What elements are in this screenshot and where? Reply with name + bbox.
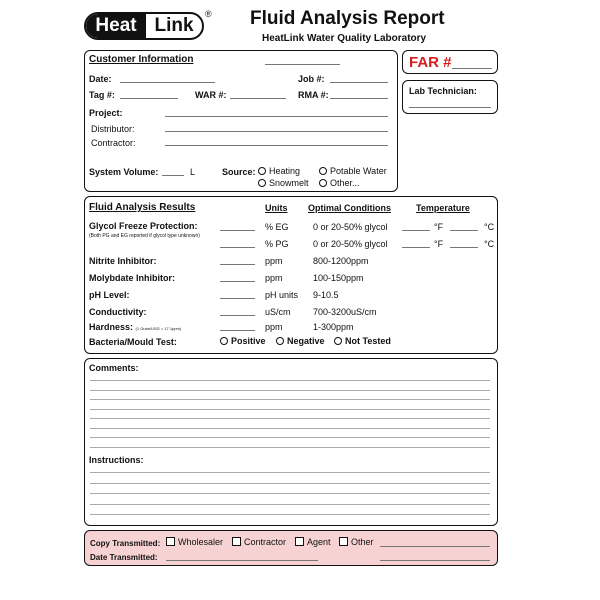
bacteria-option-positive[interactable] (220, 336, 266, 347)
glycol-label: Glycol Freeze Protection: (89, 221, 198, 231)
copy-option-label: Other (351, 537, 374, 547)
optimal-conditions-column-header: Optimal Conditions (308, 203, 391, 213)
nitrite-label: Nitrite Inhibitor: (89, 256, 157, 266)
comments-label: Comments: (89, 363, 139, 373)
nitrite-optimal: 800-1200ppm (313, 256, 369, 266)
far-field[interactable] (452, 68, 492, 69)
nitrite-value-field[interactable] (220, 264, 255, 265)
customer-information-heading: Customer Information (89, 54, 194, 65)
ruled-line[interactable] (90, 418, 490, 419)
hardness-value-field[interactable] (220, 330, 255, 331)
radio-button-icon (258, 167, 266, 175)
rma-label: RMA #: (298, 90, 329, 100)
eg-temp-c-unit: °C (484, 222, 495, 232)
logo-link-text: Link (154, 15, 194, 36)
lab-technician-label: Lab Technician: (409, 86, 477, 96)
checkbox-icon (232, 537, 241, 546)
ruled-line[interactable] (90, 428, 490, 429)
eg-unit: % EG (265, 222, 289, 232)
source-option-label: Other... (330, 178, 360, 188)
conductivity-optimal: 700-3200uS/cm (313, 307, 377, 317)
date-transmitted-field[interactable] (166, 560, 318, 561)
eg-temp-c-field[interactable] (450, 230, 478, 231)
report-subtitle: HeatLink Water Quality Laboratory (262, 33, 427, 44)
system-volume-label: System Volume: (89, 167, 159, 177)
source-label: Source: (222, 167, 256, 177)
source-option-other[interactable] (319, 178, 360, 189)
radio-button-icon (220, 337, 228, 345)
contractor-field[interactable] (165, 145, 388, 146)
temperature-column-header: Temperature (416, 203, 470, 213)
hardness-note: (1 Grain/USG = 17.1ppm) (135, 326, 182, 331)
conductivity-label: Conductivity: (89, 307, 147, 317)
source-option-heating[interactable] (258, 166, 300, 177)
conductivity-unit: uS/cm (265, 307, 291, 317)
eg-optimal: 0 or 20-50% glycol (313, 222, 388, 232)
ruled-line[interactable] (90, 437, 490, 438)
checkbox-icon (339, 537, 348, 546)
date-transmitted-label: Date Transmitted: (90, 553, 158, 562)
pg-optimal: 0 or 20-50% glycol (313, 239, 388, 249)
ruled-line[interactable] (90, 399, 490, 400)
checkbox-icon (295, 537, 304, 546)
copy-option-agent[interactable] (295, 537, 331, 548)
lab-technician-field[interactable] (409, 107, 491, 108)
copy-option-label: Agent (307, 537, 331, 547)
hardness-label-text: Hardness: (89, 322, 134, 332)
ruled-line[interactable] (90, 504, 490, 505)
bacteria-option-label: Not Tested (345, 336, 391, 346)
pg-temp-f-unit: °F (434, 239, 444, 249)
system-volume-field[interactable] (162, 175, 184, 176)
far-label: FAR # (409, 54, 452, 71)
instructions-label: Instructions: (89, 455, 144, 465)
radio-button-icon (319, 167, 327, 175)
report-title: Fluid Analysis Report (250, 8, 445, 29)
job-label: Job #: (298, 74, 325, 84)
molybdate-label: Molybdate Inhibitor: (89, 273, 175, 283)
ruled-line[interactable] (90, 409, 490, 410)
ruled-line[interactable] (90, 493, 490, 494)
ph-value-field[interactable] (220, 298, 255, 299)
ruled-line[interactable] (90, 472, 490, 473)
distributor-label: Distributor: (91, 124, 135, 134)
molybdate-optimal: 100-150ppm (313, 273, 364, 283)
glycol-note: (Both PG and EG reported if glycol type unknown) (89, 233, 200, 239)
bacteria-label: Bacteria/Mould Test: (89, 337, 177, 347)
conductivity-value-field[interactable] (220, 315, 255, 316)
pg-temp-f-field[interactable] (402, 247, 430, 248)
source-option-potable-water[interactable] (319, 166, 387, 177)
comments-section (84, 358, 498, 526)
nitrite-unit: ppm (265, 256, 283, 266)
bacteria-option-negative[interactable] (276, 336, 325, 347)
ruled-line[interactable] (90, 380, 490, 381)
war-field[interactable] (230, 98, 286, 99)
checkbox-icon (166, 537, 175, 546)
war-label: WAR #: (195, 90, 227, 100)
source-option-snowmelt[interactable] (258, 178, 309, 189)
date-field[interactable] (120, 82, 215, 83)
molybdate-value-field[interactable] (220, 281, 255, 282)
copy-transmitted-label: Copy Transmitted: (90, 539, 161, 548)
pg-temp-c-field[interactable] (450, 247, 478, 248)
hardness-optimal: 1-300ppm (313, 322, 354, 332)
pg-value-field[interactable] (220, 247, 255, 248)
eg-temp-f-field[interactable] (402, 230, 430, 231)
eg-temp-f-unit: °F (434, 222, 444, 232)
copy-other-field[interactable] (380, 546, 490, 547)
radio-button-icon (334, 337, 342, 345)
hardness-label (89, 322, 181, 334)
source-option-label: Heating (269, 166, 301, 176)
logo-heat-text: Heat (86, 14, 146, 38)
contractor-label: Contractor: (91, 138, 136, 148)
bacteria-option-label: Positive (231, 336, 266, 346)
molybdate-unit: ppm (265, 273, 283, 283)
copy-option-contractor[interactable] (232, 537, 286, 548)
tag-label: Tag #: (89, 90, 115, 100)
ph-label: pH Level: (89, 290, 130, 300)
header-line (265, 64, 340, 65)
job-field[interactable] (330, 82, 388, 83)
date-transmitted-extra-field[interactable] (380, 560, 490, 561)
hardness-unit: ppm (265, 322, 283, 332)
copy-option-wholesaler[interactable] (166, 537, 223, 548)
source-option-label: Snowmelt (269, 178, 309, 188)
rma-field[interactable] (330, 98, 388, 99)
ruled-line[interactable] (90, 483, 490, 484)
radio-button-icon (319, 179, 327, 187)
fluid-analysis-results-heading: Fluid Analysis Results (89, 202, 196, 213)
tag-field[interactable] (120, 98, 178, 99)
date-label: Date: (89, 74, 112, 84)
pg-unit: % PG (265, 239, 289, 249)
ruled-line[interactable] (90, 447, 490, 448)
radio-button-icon (276, 337, 284, 345)
project-label: Project: (89, 108, 123, 118)
ruled-line[interactable] (90, 514, 490, 515)
eg-value-field[interactable] (220, 230, 255, 231)
bacteria-option-not-tested[interactable] (334, 336, 391, 347)
copy-option-label: Contractor (244, 537, 287, 547)
copy-option-other[interactable] (339, 537, 374, 548)
registered-mark: ® (205, 9, 212, 19)
bacteria-option-label: Negative (287, 336, 325, 346)
pg-temp-c-unit: °C (484, 239, 495, 249)
source-option-label: Potable Water (330, 166, 387, 176)
ruled-line[interactable] (90, 390, 490, 391)
heatlink-logo (84, 12, 204, 40)
copy-option-label: Wholesaler (178, 537, 224, 547)
volume-unit: L (190, 167, 196, 177)
distributor-field[interactable] (165, 131, 388, 132)
project-field[interactable] (165, 116, 388, 117)
ph-unit: pH units (265, 290, 299, 300)
ph-optimal: 9-10.5 (313, 290, 339, 300)
units-column-header: Units (265, 203, 288, 213)
radio-button-icon (258, 179, 266, 187)
